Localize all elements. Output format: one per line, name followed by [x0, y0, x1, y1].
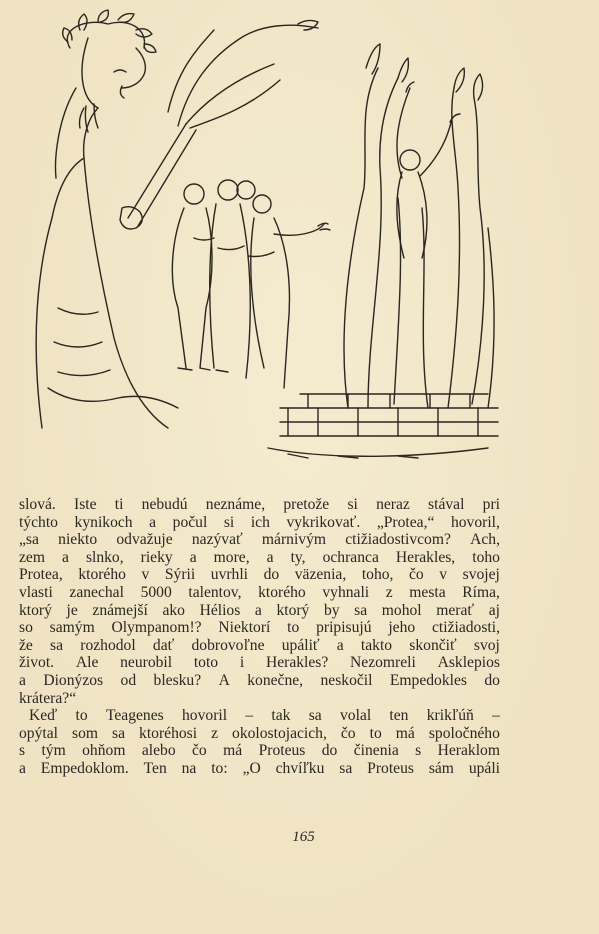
text-line: [19, 496, 500, 514]
word: sa: [354, 601, 368, 619]
word: a: [62, 548, 69, 566]
word: Iste: [74, 496, 97, 513]
body-text: [19, 496, 500, 778]
text-line: [19, 654, 500, 672]
text-line: [19, 707, 500, 725]
word: –: [245, 707, 254, 725]
word: Proteus: [258, 742, 306, 760]
word: pripisujú: [316, 619, 372, 637]
word: neznáme,: [205, 496, 266, 513]
word: ktorého: [78, 566, 126, 584]
word: tým: [41, 742, 66, 760]
text-line: [19, 725, 500, 743]
word: Hélios: [199, 601, 241, 619]
word: Empedokles: [389, 671, 467, 689]
word: na: [181, 759, 197, 777]
word: Ríma,: [462, 583, 500, 601]
word: „sa: [19, 531, 39, 549]
word: upáliť: [281, 636, 320, 654]
text-line: [19, 549, 500, 567]
word: ctižiadosti,: [432, 619, 500, 637]
word: do: [263, 566, 280, 584]
word: ochranca: [322, 548, 379, 566]
word: toto: [193, 654, 219, 672]
word: uvrhli: [210, 566, 249, 584]
word: väzenia,: [294, 566, 347, 584]
word: to:: [211, 759, 228, 777]
word: neraz: [376, 496, 410, 513]
word: ohňom: [82, 742, 126, 760]
word: Heraklom: [437, 742, 500, 760]
word: Ale: [75, 654, 99, 672]
word: ktorý: [276, 601, 310, 619]
word: čo: [340, 724, 356, 742]
word: pretože: [283, 496, 330, 513]
word: sa: [50, 636, 64, 654]
text-line: [19, 760, 500, 778]
word: stával: [428, 496, 465, 513]
word: to: [369, 724, 382, 742]
word: okolostojacich,: [232, 724, 327, 742]
word: ty,: [290, 548, 306, 566]
word: s: [19, 742, 26, 760]
word: upáli: [468, 759, 500, 777]
word: sa: [339, 759, 353, 777]
word: to: [75, 707, 88, 725]
word: v: [439, 566, 448, 584]
word: tak: [271, 707, 291, 725]
word: z: [385, 583, 393, 601]
word: nebudú: [141, 496, 188, 513]
text-line: [19, 742, 500, 760]
word: ten: [389, 707, 409, 725]
word: a: [336, 636, 344, 654]
word: Ten: [143, 759, 167, 777]
word: zem: [19, 548, 45, 566]
word: a: [19, 759, 26, 777]
word: Keď: [29, 707, 58, 725]
word: Dionýzos: [43, 671, 104, 689]
word: ktorý: [19, 601, 52, 619]
word: do: [321, 742, 338, 760]
text-line: [19, 672, 500, 690]
word: niekto: [58, 531, 98, 549]
word: rieky: [140, 548, 173, 566]
word: ctižiadostivcom?: [345, 531, 451, 549]
word: svojej: [462, 566, 500, 584]
word: čo: [192, 742, 207, 760]
word: „O: [242, 759, 261, 777]
word: A: [218, 671, 230, 689]
onlookers-group: [172, 180, 330, 388]
word: dobrovoľne: [191, 636, 265, 654]
text-line: [19, 619, 500, 637]
text-line: [19, 690, 500, 708]
pyre-flames: [268, 44, 498, 458]
word: rozhodol: [80, 636, 136, 654]
word: Protea,: [19, 566, 63, 584]
page-number: 165: [292, 829, 315, 845]
word: slová.: [19, 496, 56, 513]
word: Empedoklom.: [40, 759, 129, 777]
word: vyhnali: [322, 583, 370, 601]
word: so: [19, 619, 33, 637]
word: som: [72, 724, 98, 742]
word: si: [223, 513, 235, 531]
word: čo: [409, 566, 424, 584]
word: svoj: [473, 636, 500, 654]
word: z: [211, 724, 219, 742]
word: samým: [49, 619, 95, 637]
word: Ach,: [470, 531, 500, 549]
word: a: [254, 601, 262, 619]
word: ktorého: [258, 583, 306, 601]
word: sa: [308, 707, 322, 725]
word: márnivým: [261, 531, 327, 549]
word: blesku?: [153, 671, 202, 689]
word: život.: [19, 654, 55, 672]
word: „Protea,“: [376, 513, 435, 531]
text-line: [19, 531, 500, 549]
word: Herakles,: [395, 548, 456, 566]
word: Sýrii: [164, 566, 196, 584]
word: slnko,: [85, 548, 124, 566]
word: ti: [114, 496, 124, 513]
word: v: [141, 566, 150, 584]
word: opýtal: [19, 724, 58, 742]
word: merať: [436, 601, 475, 619]
word: ktoréhosi: [139, 724, 198, 742]
word: hovoril,: [450, 513, 500, 531]
word: s: [415, 742, 422, 760]
word: i: [239, 654, 245, 672]
word: známejší: [92, 601, 148, 619]
word: to: [287, 619, 300, 637]
word: krátera?“: [19, 689, 77, 707]
word: sa: [112, 724, 126, 742]
word: vykrikovať.: [286, 513, 361, 531]
word: neskočil: [320, 671, 373, 689]
text-line: [19, 584, 500, 602]
word: krikľúň: [426, 707, 474, 725]
word: že: [19, 636, 33, 654]
word: jeho: [388, 619, 416, 637]
word: ich: [250, 513, 270, 531]
word: nazývať: [191, 531, 243, 549]
word: toho,: [361, 566, 394, 584]
word: počul: [172, 513, 208, 531]
word: dať: [152, 636, 175, 654]
word: Nezomreli: [350, 654, 416, 672]
word: zanechal: [69, 583, 124, 601]
word: činenia: [353, 742, 399, 760]
word: spoločného: [428, 724, 500, 742]
word: ako: [162, 601, 185, 619]
word: skončiť: [409, 636, 457, 654]
word: týchto: [19, 513, 58, 531]
word: a: [19, 671, 26, 689]
word: do: [484, 671, 500, 689]
word: kynikoch: [74, 513, 133, 531]
word: a: [189, 548, 197, 566]
word: a: [266, 548, 274, 566]
word: odvažuje: [116, 531, 173, 549]
word: alebo: [141, 742, 176, 760]
word: chvíľku: [275, 759, 325, 777]
word: od: [120, 671, 137, 689]
text-line: [19, 514, 500, 532]
word: mohol: [381, 601, 422, 619]
fire-scene-illustration: [18, 8, 508, 468]
word: sám: [428, 759, 454, 777]
word: Proteus: [367, 759, 414, 777]
word: takto: [360, 636, 393, 654]
word: –: [492, 707, 500, 725]
word: je: [66, 601, 78, 619]
word: by: [323, 601, 340, 619]
word: aj: [488, 601, 500, 619]
text-line: [19, 566, 500, 584]
word: Olympanom!?: [111, 619, 202, 637]
word: Herakles?: [265, 654, 329, 672]
word: neurobil: [120, 654, 173, 672]
text-line: [19, 602, 500, 620]
word: pri: [482, 496, 500, 513]
word: Asklepios: [437, 654, 500, 672]
word: konečne,: [247, 671, 304, 689]
word: mesta: [409, 583, 446, 601]
word: a: [149, 513, 157, 531]
word: Teagenes: [105, 707, 164, 725]
word: hovoril: [182, 707, 228, 725]
word: má: [395, 724, 415, 742]
word: more,: [213, 548, 250, 566]
word: talentov,: [188, 583, 242, 601]
word: má: [223, 742, 243, 760]
text-line: [19, 637, 500, 655]
word: toho: [472, 548, 500, 566]
word: vlasti: [19, 583, 53, 601]
word: si: [347, 496, 358, 513]
word: 5000: [140, 583, 172, 601]
laurel-figure: [36, 10, 178, 428]
word: volal: [339, 707, 372, 725]
word: Niektorí: [218, 619, 271, 637]
